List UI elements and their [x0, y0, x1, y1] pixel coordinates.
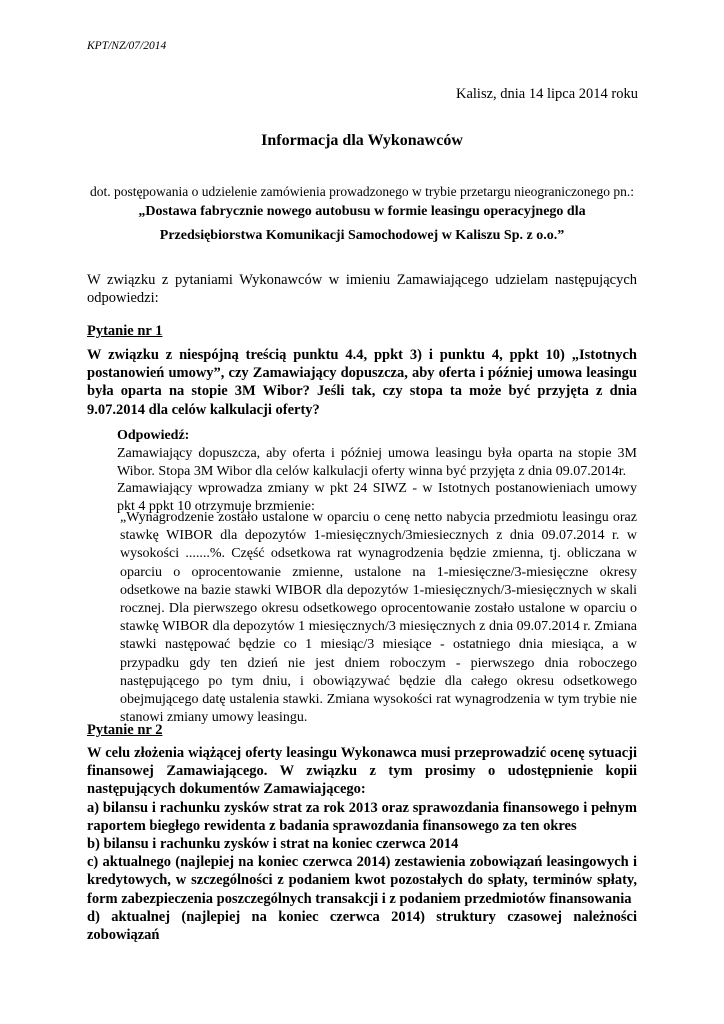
document-reference: KPT/NZ/07/2014 — [87, 40, 167, 52]
place-date: Kalisz, dnia 14 lipca 2014 roku — [455, 86, 638, 102]
answer-1-paragraph-2: Zamawiający wprowadza zmiany w pkt 24 SIWZ - w Istotnych postanowieniach umowy pkt 4 ppkt 10 otrzymuje brzmienie: — [117, 481, 637, 515]
question-2-heading: Pytanie nr 2 — [87, 722, 163, 738]
question-1-text: W związku z niespójną treścią punktu 4.4, ppkt 3) i punktu 4, ppkt 10) „Istotnych postanowień umowy”, czy Zamawiający dopuszcza, aby oferta i później umowa leasingu była oparta na stopie 3M Wibor? Jeśli tak, czy stopa ta może być przyjęta z dnia 9.07.2014 dla celów kalkulacji oferty? — [87, 347, 637, 418]
document-list — [87, 799, 637, 945]
answer-1 — [117, 427, 637, 516]
procedure-intro: dot. postępowania o udzielenie zamówienia prowadzonego w trybie przetargu nieograniczonego pn.: — [89, 184, 635, 199]
lead-paragraph: W związku z pytaniami Wykonawców w imieniu Zamawiającego udzielam następujących odpowiedzi: — [87, 272, 637, 306]
list-item: b) bilansu i rachunku zysków i strat na koniec czerwca 2014 — [87, 836, 459, 853]
contract-clause-quote: „Wynagrodzenie zostało ustalone w oparciu o cenę netto nabycia przedmiotu leasingu oraz stawkę WIBOR dla depozytów 1-miesięcznych/3miesiecznych z dnia 09.07.2014 r. w wysokości .......%. Część odsetkowa rat wynagrodzenia będzie zmienna, tj. obliczana w oparciu o oprocentowanie zmienne, ustalone na 1-miesięczne/3-miesięczne okresy odsetkowe na bazie stawki WIBOR dla depozytów 1-miesięcznych/3-miesięcznych w skali rocznej. Dla pierwszego okresu odsetkowego oprocentowanie zostało ustalone w oparciu o stawkę WIBOR dla depozytów 1 miesięcznych/3 miesięcznych z dnia 09.07.2014 r. Zmiana stawki następować będzie co 1 miesiąc/3 miesiące - ostatniego dnia miesiąca, a w przypadku gdy ten dzień nie jest dniem roboczym - pierwszego dnia roboczego następującego po tym dniu, i obowiązywać będzie dla całego okresu odsetkowego obejmującego datę ustalenia stawki. Zmiana wysokości rat wynagrodzenia w tym trybie nie stanowi zmiany umowy leasingu. — [120, 510, 637, 726]
question-2-text — [87, 744, 637, 944]
question-2-intro: W celu złożenia wiążącej oferty leasingu Wykonawca musi przeprowadzić ocenę sytuacji finansowej Zamawiającego. W związku z tym prosimy o udostępnienie kopii następujących dokumentów Zamawiającego: — [87, 745, 637, 798]
list-item: c) aktualnego (najlepiej na koniec czerwca 2014) zestawienia zobowiązań leasingowych i kredytowych, w szczególności z podaniem kwot pozostałych do spłaty, terminów spłaty, form zabezpieczenia poszczególnych transakcji i z podaniem przedmiotów finansowania — [87, 854, 637, 907]
answer-1-label: Odpowiedź: — [117, 428, 190, 443]
procurement-subject: „Dostawa fabrycznie nowego autobusu w formie leasingu operacyjnego dla Przedsiębiorstwa Komunikacji Samochodowej w Kaliszu Sp. z o.o.” — [138, 204, 586, 243]
answer-1-paragraph-1: Zamawiający dopuszcza, aby oferta i później umowa leasingu była oparta na stopie 3M Wibor. Stopa 3M Wibor dla celów kalkulacji oferty winna być przyjęta z dnia 09.07.2014r. — [117, 445, 637, 479]
question-1-heading: Pytanie nr 1 — [87, 323, 163, 339]
list-item: a) bilansu i rachunku zysków strat za rok 2013 oraz sprawozdania finansowego i pełnym raportem biegłego rewidenta z badania sprawozdania finansowego za ten okres — [87, 799, 637, 834]
list-item: d) aktualnej (najlepiej na koniec czerwca 2014) struktury czasowej należności zobowiązań — [87, 908, 637, 944]
document-title: Informacja dla Wykonawców — [261, 132, 463, 149]
